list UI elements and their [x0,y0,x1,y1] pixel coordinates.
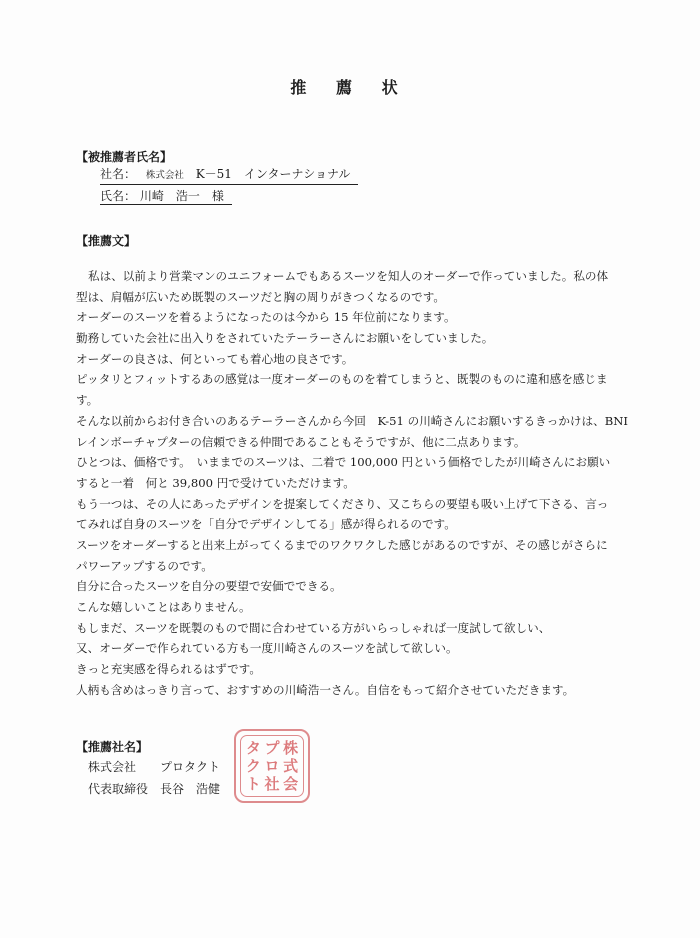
nominee-name-row [100,188,232,205]
company-name: K－51 インターナショナル [195,167,351,181]
seal-characters [244,739,300,793]
letter-body [76,266,636,700]
recommender-heading: 【推薦社名】 [76,740,149,754]
company-seal [234,729,310,803]
recommender-company: 株式会社 プロタクト [88,760,221,774]
letter-line: ひとつは、価格です。 いままでのスーツは、二着で 100,000 円という価格でしたが川崎さんにお願い [76,455,611,470]
letter-heading: 【推薦文】 [76,234,137,248]
letter-line: オーダーのスーツを着るようになったのは今から 15 年位前になります。 [76,310,456,325]
letter-line: ピッタリとフィットするあの感覚は一度オーダーのものを着てしまうと、既製のものに違和感を感じま [76,372,608,387]
letter-line: もしまだ、スーツを既製のもので間に合わせている方がいらっしゃれば一度試して欲しい、 [76,620,551,635]
nominee-company-row [100,166,358,185]
seal-char: プ [264,739,280,757]
letter-line: こんな嬉しいことはありません。 [76,600,251,614]
seal-char: 会 [283,775,299,793]
letter-line: もう一つは、その人にあったデザインを提案してくださり、又こちらの要望も吸い上げて下さる、言っ [76,496,609,511]
letter-line: きっと充実感を得られるはずです。 [76,662,261,677]
company-label: 社名： [100,167,137,181]
seal-char: ト [245,775,261,793]
letter-line: 勤務していた会社に出入りをされていたテーラーさんにお願いをしていました。 [76,331,494,346]
seal-char: ロ [264,757,280,775]
letter-line: パワーアップするのです。 [76,558,213,573]
letter-line: 型は、肩幅が広いため既製のスーツだと胸の周りがきつくなるのです。 [76,289,446,304]
seal-char: 株 [283,739,299,757]
name-label: 氏名： [100,189,137,203]
letter-line: レインボーチャプターの信頼できる仲間であることもそうですが、他に二点あります。 [76,434,526,449]
letter-line: てみれば自身のスーツを「自分でデザインしてる」感が得られるのです。 [76,517,456,532]
nominee-heading: 【被推薦者氏名】 [76,150,173,164]
letter-line: 自分に合ったスーツを自分の要望で安価でできる。 [76,579,342,594]
letter-line: スーツをオーダーすると出来上がってくるまでのワクワクした感じがあるのですが、その感じがさらに [76,537,608,552]
seal-char: 式 [283,757,299,775]
document-title: 推 薦 状 [290,78,410,97]
seal-char: タ [245,739,261,757]
letter-line: オーダーの良さは、何といっても着心地の良さです。 [76,351,354,366]
seal-char: 社 [264,775,280,793]
letter-line: 又、オーダーで作られている方も一度川崎さんのスーツを試して欲しい。 [76,641,458,656]
name-value: 川崎 浩一 様 [139,189,224,203]
company-prefix: 株式会社 [145,170,184,181]
letter-line: そんな以前からお付き合いのあるテーラーさんから今回 K-51 の川崎さんにお願いするきっかけは、BNI [76,413,628,428]
seal-char: ク [245,757,261,775]
letter-line: 私は、以前より営業マンのユニフォームでもあるスーツを知人のオーダーで作っていました。私の体 [88,269,609,283]
recommender-rep: 代表取締役 長谷 浩健 [88,782,221,796]
letter-line: 人柄も含めはっきり言って、おすすめの川崎浩一さん。自信をもって紹介させていただきます。 [76,682,575,697]
letter-line: す。 [76,393,99,408]
letter-line: すると一着 何と 39,800 円で受けていただけます。 [76,475,355,490]
